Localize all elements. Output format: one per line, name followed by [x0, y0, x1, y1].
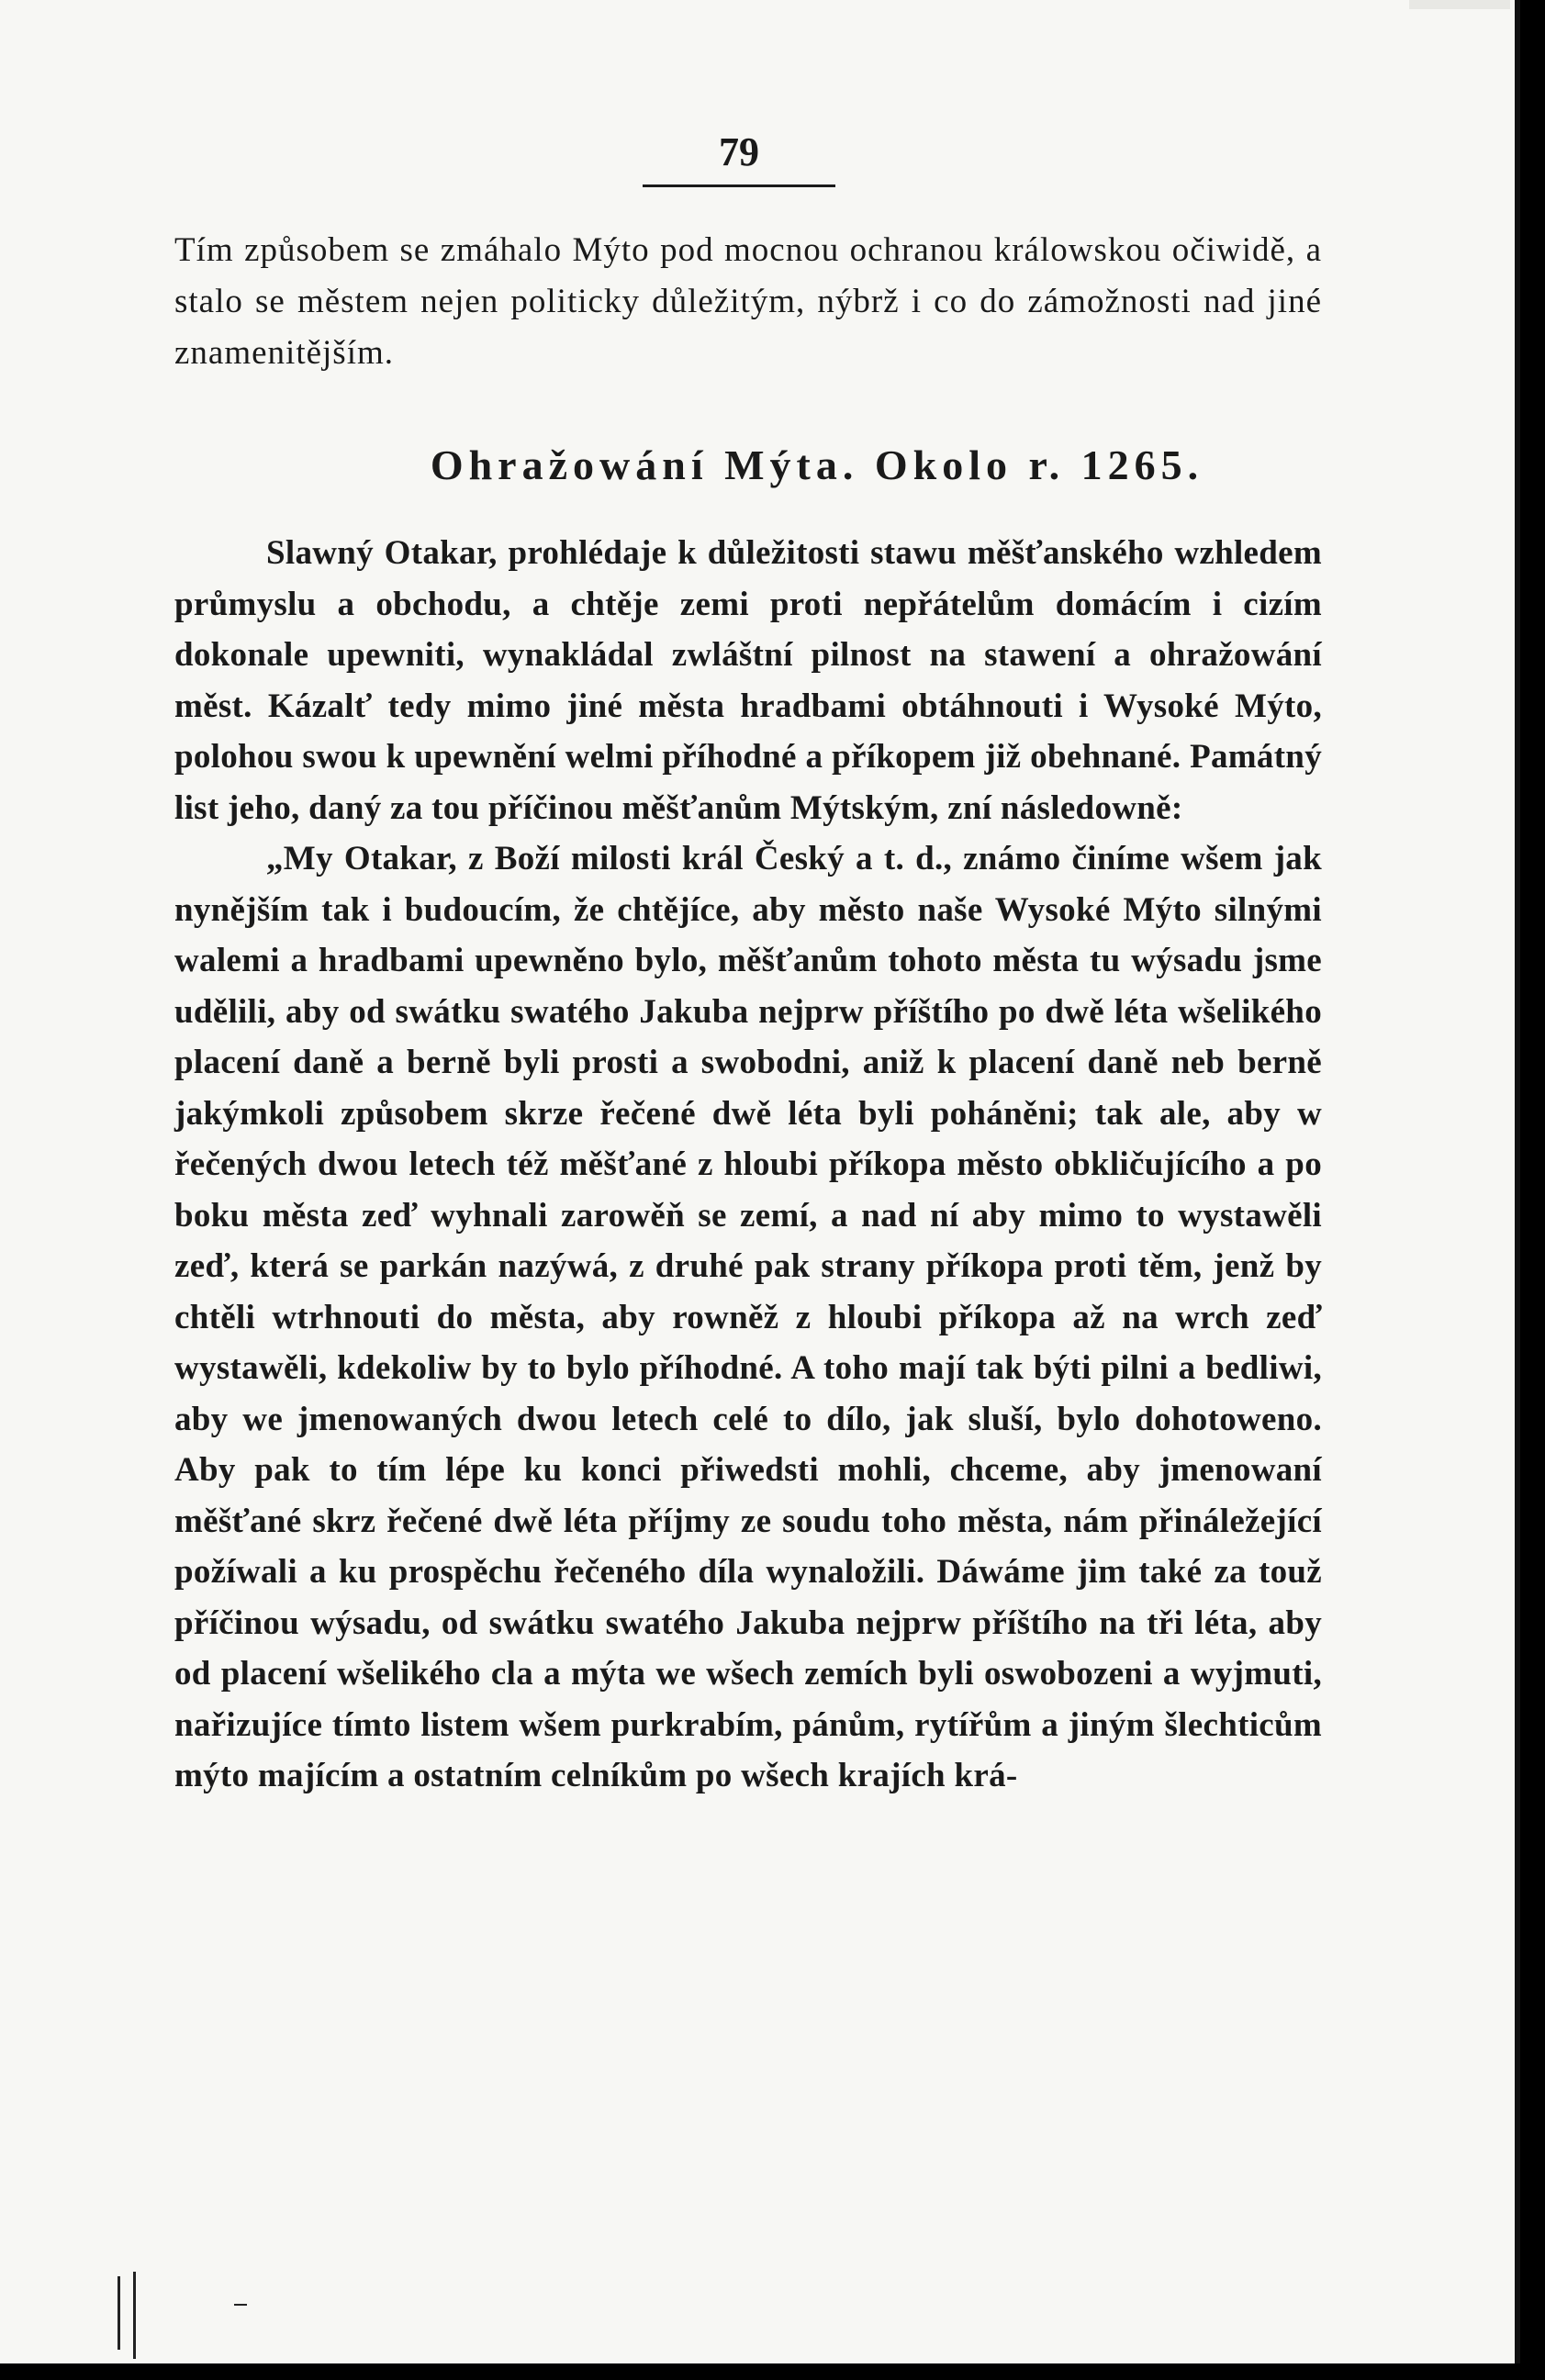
main-text: [174, 528, 1322, 1802]
paragraph-otakar: Slawný Otakar, prohlédaje k důležitosti stawu měšťanského wzhledem průmyslu a obchodu, a chtěje zemi proti nepřátelům domácím i cizím dokonale upewniti, wynakládal zwláštní pilnost na stawení a ohražowání měst. Kázalť tedy mimo jiné města hradbami obtáhnouti i Wysoké Mýto, polohou swou k upewnění welmi příhodné a příkopem již obehnané. Památný list jeho, daný za tou příčinou měšťanům Mýtským, zní následowně:: [174, 534, 1322, 827]
page-edge: [1409, 0, 1510, 9]
margin-mark: [118, 2276, 120, 2350]
intro-paragraph: Tím způsobem se zmáhalo Mýto pod mocnou ochranou králowskou očiwidě, a stalo se městem nejen politicky důležitým, nýbrž i co do zámožnosti nad jiné znamenitějším.: [174, 231, 1322, 372]
margin-mark: [234, 2304, 247, 2306]
section-heading: Ohražowání Mýta. Okolo r. 1265.: [430, 441, 1204, 488]
margin-mark: [133, 2272, 136, 2359]
page-number: 79: [643, 128, 835, 187]
paragraph-charter: „My Otakar, z Boží milosti král Český a t. d., známo činíme wšem jak nynějším tak i budoucím, že chtějíce, aby město naše Wysoké Mýto silnými walemi a hradbami upewněno bylo, měšťanům tohoto města tu wýsadu jsme udělili, aby od swátku swatého Jakuba nejprw příštího po dwě léta wšelikého placení daně a berně byli prosti a swobodni, aniž k placení daně neb berně jakýmkoli způsobem skrze řečené dwě léta byli poháněni; tak ale, aby w řečených dwou letech též měšťané z hloubi příkopa město obkličujícího a po boku města zeď wyhnali zarowěň se zemí, a nad ní aby mimo to wystawěli zeď, která se parkán nazýwá, z druhé pak strany příkopa proti těm, jenž by chtěli wtrhnouti do města, aby rowněž z hloubi příkopa až na wrch zeď wystawěli, kdekoliw by to bylo příhodné. A toho mají tak býti pilni a bedliwi, aby we jmenowaných dwou letech celé to dílo, jak sluší, bylo dohotoweno. Aby pak to tím lépe ku konci přiwedsti mohli, chceme, aby jmenowaní měšťané skrz řečené dwě léta příjmy ze soudu toho města, nám přináležející požíwali a ku prospěchu řečeného díla wynaložili. Dáwáme jim také za touž příčinou wýsadu, od swátku swatého Jakuba nejprw příštího na tři léta, aby od placení wšelikého cla a mýta we wšech zemích byli oswobozeni a wyjmuti, nařizujíce tímto listem wšem purkrabím, pánům, rytířům a jiným šlechticům mýto majícím a ostatním celníkům po wšech krajích krá-: [174, 840, 1322, 1794]
